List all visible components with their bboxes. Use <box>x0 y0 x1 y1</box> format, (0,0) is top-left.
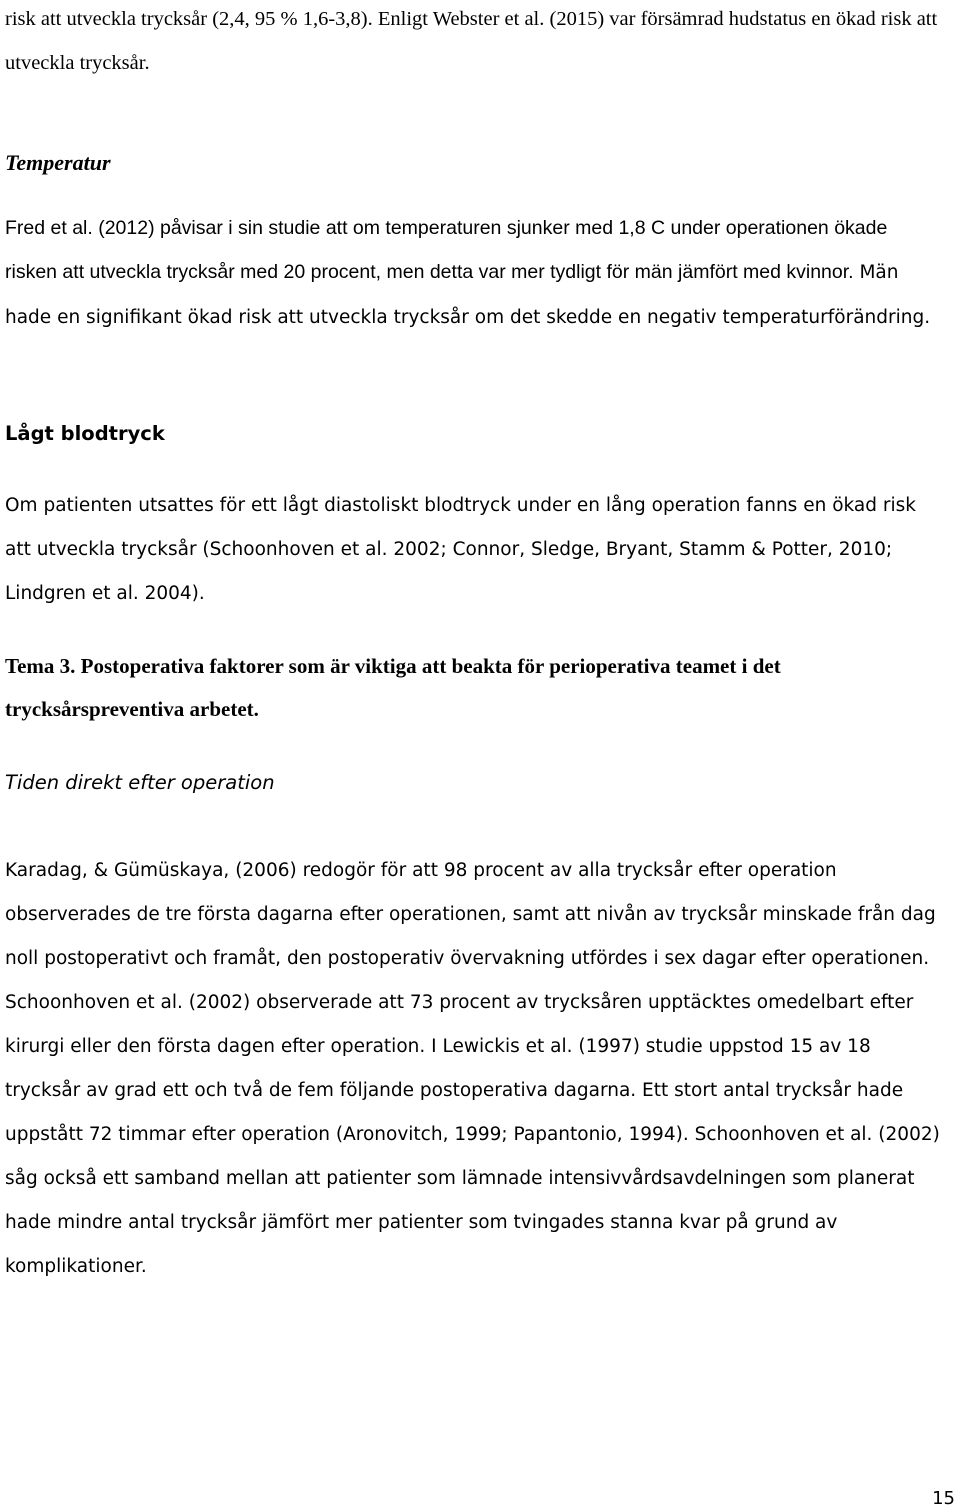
blood-pressure-paragraph: Om patienten utsattes för ett lågt diastoliskt blodtryck under en lång operation fanns en ökad risk att utveckla trycksår (Schoonhoven et al. 2002; Connor, Sledge, Bryant, Stamm & Potter, 2010; Lindgren et al. 2004). <box>5 495 916 604</box>
heading-tiden-direkt-efter-operation: Tiden direkt efter operation <box>5 771 275 794</box>
page-number: 15 <box>932 1488 955 1509</box>
intro-paragraph: risk att utveckla trycksår (2,4, 95 % 1,6-3,8). Enligt Webster et al. (2015) var försämrad hudstatus en ökad risk att utveckla trycksår. <box>5 8 938 74</box>
heading-temperatur: Temperatur <box>5 150 111 175</box>
temperature-paragraph <box>5 206 944 340</box>
heading-tema-3: Tema 3. Postoperativa faktorer som är viktiga att beakta för perioperativa teamet i det trycksårspreventiva arbetet. <box>5 654 781 721</box>
temperature-paragraph-part2: Män hade en signifikant ökad risk att utveckla trycksår om det skedde en negativ temperaturförändring. <box>5 262 931 328</box>
heading-lagt-blodtryck: Lågt blodtryck <box>5 422 165 445</box>
temperature-paragraph-part1: Fred et al. (2012) påvisar i sin studie att om temperaturen sjunker med 1,8 C under operationen ökade risken att utveckla trycksår med 20 procent, men detta var mer tydligt för män jämfört med kvinnor. <box>5 217 888 283</box>
after-operation-paragraph: Karadag, & Gümüskaya, (2006) redogör för att 98 procent av alla trycksår efter operation observerades de tre första dagarna efter operationen, samt att nivån av trycksår minskade från dag noll postoperativt och framåt, den postoperativ övervakning utfördes i sex dagar efter operationen. Schoonhoven et al. (2002) observerade att 73 procent av trycksåren upptäcktes omedelbart efter kirurgi eller den första dagen efter operation. I Lewickis et al. (1997) studie uppstod 15 av 18 trycksår av grad ett och två de fem följande postoperativa dagarna. Ett stort antal trycksår hade uppstått 72 timmar efter operation (Aronovitch, 1999; Papantonio, 1994). Schoonhoven et al. (2002) såg också ett samband mellan att patienter som lämnade intensivvårdsavdelningen som planerat hade mindre antal trycksår jämfört mer patienter som tvingades stanna kvar på grund av komplikationer. <box>5 860 940 1277</box>
